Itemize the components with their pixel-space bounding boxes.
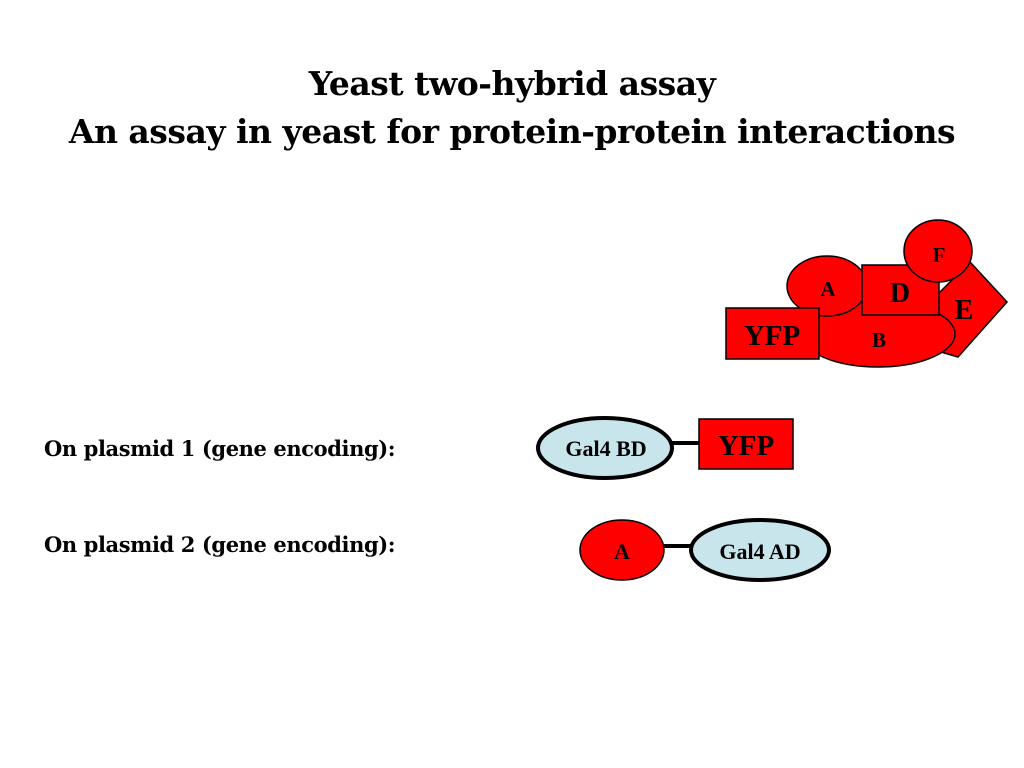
protein-yfp-label: YFP <box>743 320 801 352</box>
protein-b-label: B <box>871 328 887 352</box>
protein-d-label: D <box>889 278 911 309</box>
gal4-bd-label: Gal4 BD <box>565 436 647 461</box>
protein-f-label: F <box>932 243 946 267</box>
plasmid-2-construct <box>580 520 829 580</box>
title-line-1: Yeast two-hybrid assay <box>308 64 716 103</box>
protein-a-label: A <box>820 277 836 301</box>
plasmid-2-label: On plasmid 2 (gene encoding): <box>44 532 396 557</box>
plasmid-2-a-label: A <box>614 539 630 564</box>
title-line-2: An assay in yeast for protein-protein interactions <box>68 112 956 151</box>
plasmid-1-label: On plasmid 1 (gene encoding): <box>44 436 396 461</box>
gal4-ad-label: Gal4 AD <box>719 539 801 564</box>
plasmid-1-construct <box>538 418 793 478</box>
plasmid-1-yfp-label: YFP <box>717 430 775 462</box>
protein-e-label: E <box>954 295 974 326</box>
protein-complex <box>726 220 1007 367</box>
